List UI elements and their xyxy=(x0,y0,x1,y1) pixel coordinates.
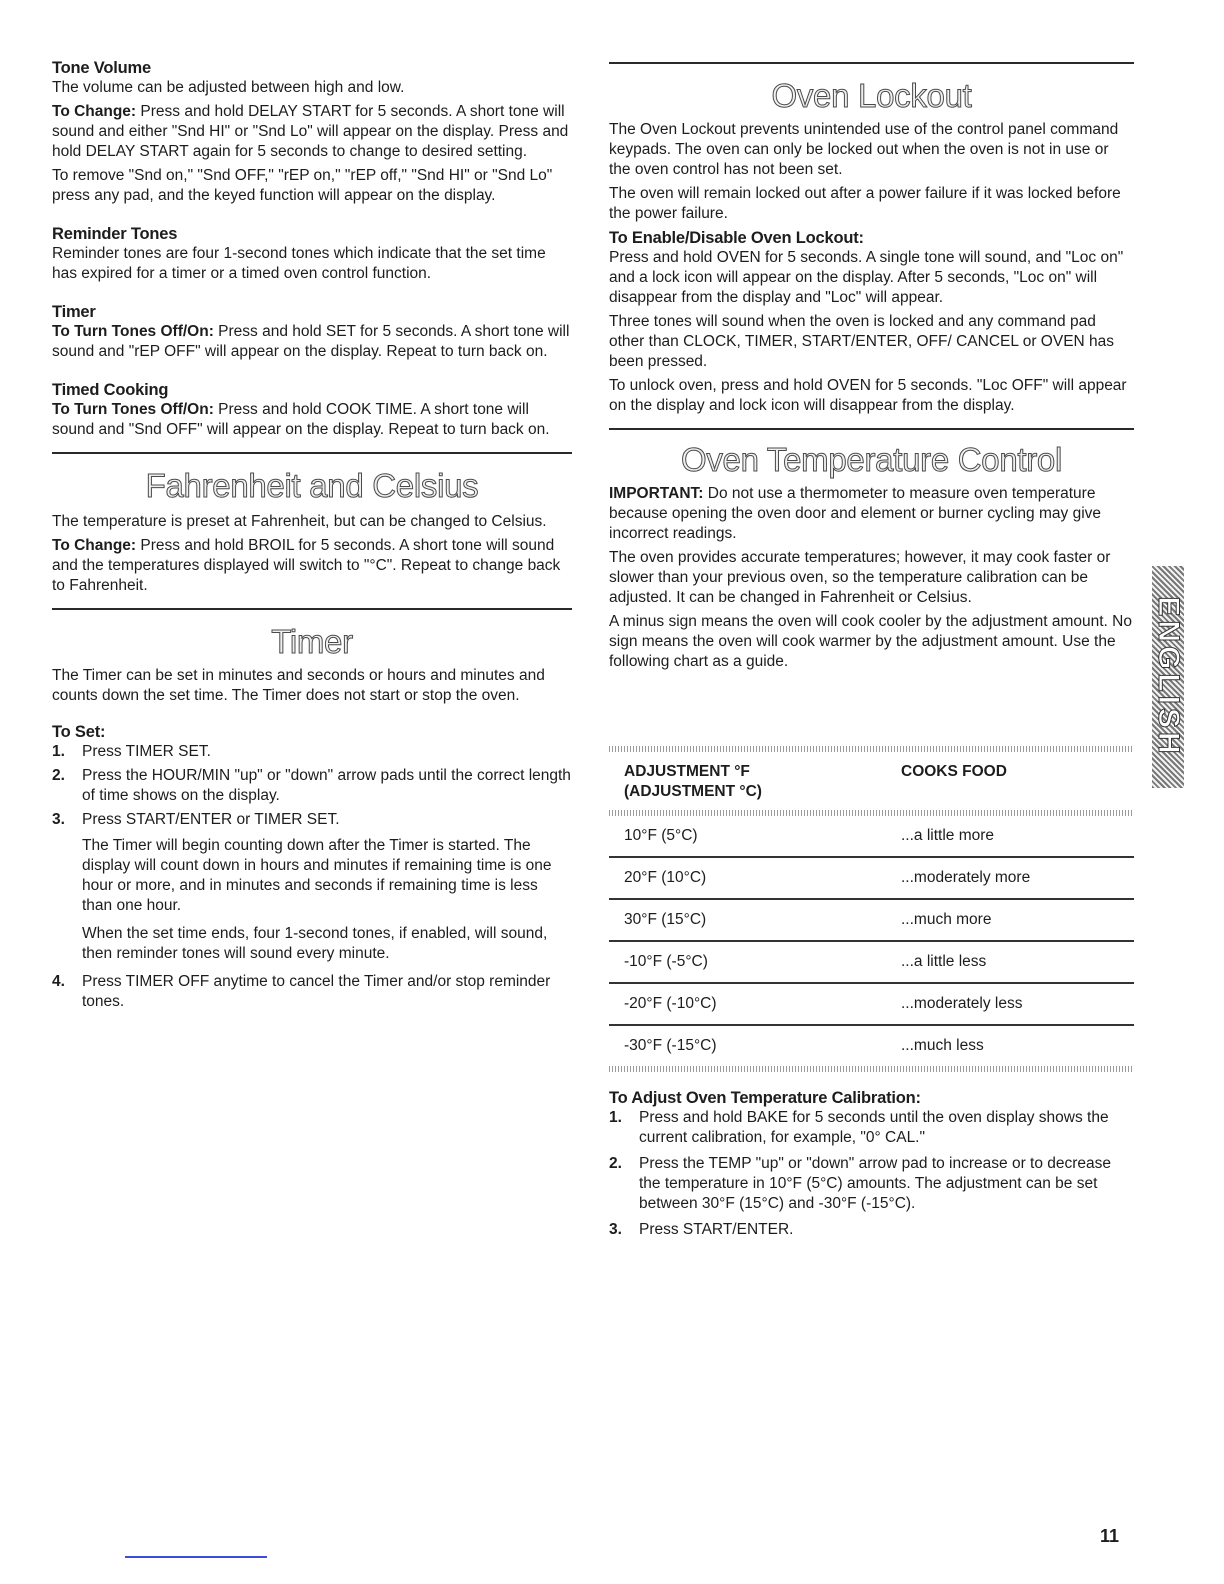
step-text: Press the TEMP "up" or "down" arrow pad to increase or to decrease the temperature in 10°F (5°C) amounts. The adjustment can be set between 30°F (15°C) and -30°F (-15°C). xyxy=(639,1155,1112,1212)
header-cooks-food: COOKS FOOD xyxy=(901,763,1007,780)
cell-cooks-food: ...moderately more xyxy=(901,869,1031,886)
timed-cooking-heading: Timed Cooking xyxy=(52,381,169,399)
tone-volume-change-label: To Change: xyxy=(52,103,137,120)
temp-p2: A minus sign means the oven will cook cooler by the adjustment amount. No sign means the oven will cook warmer by the adjustment amount. Use the following chart as a guide. xyxy=(609,613,1132,670)
timer-tones-body: Press and hold SET for 5 seconds. A short tone will sound and "rEP OFF" will appear on the display. Repeat to turn back on. xyxy=(52,323,570,360)
timer-intro: The Timer can be set in minutes and seconds or hours and minutes and counts down the set time. The Timer does not start or stop the oven. xyxy=(52,667,545,704)
lockout-p1: The Oven Lockout prevents unintended use of the control panel command keypads. The oven can only be locked out when the oven is not in use or the oven control has not been set. xyxy=(609,121,1119,178)
cell-cooks-food: ...much less xyxy=(901,1037,984,1054)
step-text: Press START/ENTER. xyxy=(639,1221,794,1238)
section-divider xyxy=(52,608,572,610)
header-adjustment xyxy=(624,762,762,802)
tone-volume-remove: To remove "Snd on," "Snd OFF," "rEP on," "rEP off," "Snd HI" or "Snd Lo" press any pad, and the keyed function will appear on the display. xyxy=(52,167,553,204)
step-number: 1. xyxy=(52,743,65,760)
list-item xyxy=(609,1154,1134,1214)
table-row xyxy=(609,942,1134,984)
table-row xyxy=(609,984,1134,1026)
list-item xyxy=(52,810,572,830)
step-text: Press TIMER SET. xyxy=(82,743,211,760)
cell-cooks-food: ...much more xyxy=(901,911,992,928)
calibration-steps xyxy=(609,1108,1134,1240)
lockout-p3: Press and hold OVEN for 5 seconds. A single tone will sound, and "Loc on" and a lock icon will appear on the display. After 5 seconds, "Loc on" will disappear from the display and "Loc" will appear. xyxy=(609,249,1124,306)
cell-cooks-food: ...a little less xyxy=(901,953,987,970)
cell-cooks-food: ...moderately less xyxy=(901,995,1023,1012)
timer-set-heading: To Set: xyxy=(52,723,106,741)
fahrenheit-intro: The temperature is preset at Fahrenheit, but can be changed to Celsius. xyxy=(52,513,547,530)
temp-p1: The oven provides accurate temperatures; however, it may cook faster or slower than your previous oven, so the temperature calibration can be adjusted. It can be changed in Fahrenheit or Celsius. xyxy=(609,549,1111,606)
list-item xyxy=(609,1108,1134,1148)
list-item xyxy=(52,766,572,806)
step-number: 1. xyxy=(609,1109,622,1126)
table-row xyxy=(609,816,1134,858)
lockout-p2: The oven will remain locked out after a power failure if it was locked before the power failure. xyxy=(609,185,1121,222)
fahrenheit-change-label: To Change: xyxy=(52,537,137,554)
reminder-tones-text: Reminder tones are four 1-second tones which indicate that the set time has expired for a timer or a timed oven control function. xyxy=(52,245,546,282)
step-text: Press the HOUR/MIN "up" or "down" arrow pads until the correct length of time shows on the display. xyxy=(82,767,571,804)
step-text: Press and hold BAKE for 5 seconds until the oven display shows the current calibration, for example, "0° CAL." xyxy=(639,1109,1109,1146)
page-number: 11 xyxy=(1100,1526,1120,1546)
reminder-tones-heading: Reminder Tones xyxy=(52,225,178,243)
temp-important-text: Do not use a thermometer to measure oven temperature because opening the oven door and element or burner cycling may give incorrect readings. xyxy=(609,485,1102,542)
cell-adjustment: 20°F (10°C) xyxy=(624,869,707,886)
timer-tones-text xyxy=(52,322,572,362)
adjustment-table xyxy=(609,746,1134,1240)
header-adjustment-f: ADJUSTMENT °F xyxy=(624,763,750,780)
timer-note-end: When the set time ends, four 1-second tones, if enabled, will sound, then reminder tones will sound every minute. xyxy=(82,925,548,962)
timer-steps xyxy=(52,742,572,830)
tone-volume-change xyxy=(52,102,572,162)
step-number: 3. xyxy=(52,811,65,828)
fahrenheit-change xyxy=(52,536,572,596)
cell-adjustment: 30°F (15°C) xyxy=(624,911,707,928)
table-row xyxy=(609,1026,1134,1066)
cell-adjustment: 10°F (5°C) xyxy=(624,827,698,844)
right-column xyxy=(609,0,1134,672)
section-divider xyxy=(52,452,572,454)
list-item xyxy=(609,1220,1134,1240)
temp-important xyxy=(609,484,1134,544)
timer-steps-cont xyxy=(52,972,572,1012)
table-header xyxy=(609,752,1134,798)
step-number: 3. xyxy=(609,1221,622,1238)
step-number: 2. xyxy=(609,1155,622,1172)
temp-important-label: IMPORTANT: xyxy=(609,485,704,502)
timer-tones-heading: Timer xyxy=(52,303,96,321)
cell-adjustment: -10°F (-5°C) xyxy=(624,953,708,970)
fahrenheit-change-text: Press and hold BROIL for 5 seconds. A short tone will sound and the temperatures displayed will switch to "°C". Repeat to change back to Fahrenheit. xyxy=(52,537,561,594)
table-body xyxy=(609,816,1134,1066)
table-row xyxy=(609,900,1134,942)
step-number: 2. xyxy=(52,767,65,784)
tone-volume-heading: Tone Volume xyxy=(52,59,151,77)
oven-temp-control-title: Oven Temperature Control xyxy=(680,441,1063,478)
tone-volume-intro: The volume can be adjusted between high and low. xyxy=(52,79,405,96)
header-adjustment-c: (ADJUSTMENT °C) xyxy=(624,783,762,800)
language-tab xyxy=(1152,566,1184,788)
footer-line xyxy=(125,1556,267,1558)
section-divider xyxy=(609,428,1134,430)
cell-cooks-food: ...a little more xyxy=(901,827,995,844)
oven-lockout-title: Oven Lockout xyxy=(771,77,972,114)
lockout-p5: To unlock oven, press and hold OVEN for 5 seconds. "Loc OFF" will appear on the display and lock icon will disappear from the display. xyxy=(609,377,1127,414)
step-text: Press START/ENTER or TIMER SET. xyxy=(82,811,340,828)
step-number: 4. xyxy=(52,973,65,990)
timed-cooking-label: To Turn Tones Off/On: xyxy=(52,401,214,418)
table-bottom-border xyxy=(609,1066,1134,1072)
lockout-enable-heading: To Enable/Disable Oven Lockout: xyxy=(609,229,864,247)
timer-tones-label: To Turn Tones Off/On: xyxy=(52,323,214,340)
left-column xyxy=(52,0,572,1012)
language-tab-label: ENGLISH xyxy=(1152,596,1185,758)
tone-volume-change-text: Press and hold DELAY START for 5 seconds. A short tone will sound and either "Snd HI" or "Snd Lo" will appear on the display. Press and hold DELAY START again for 5 seconds to change to desired setting. xyxy=(52,103,569,160)
timed-cooking-body: Press and hold COOK TIME. A short tone will sound and "Snd OFF" will appear on the display. Repeat to turn back on. xyxy=(52,401,550,438)
fahrenheit-celsius-title: Fahrenheit and Celsius xyxy=(145,467,479,504)
timed-cooking-text xyxy=(52,400,572,440)
section-divider xyxy=(609,62,1134,64)
timer-note-countdown: The Timer will begin counting down after the Timer is started. The display will count down in hours and minutes if remaining time is one hour or more, and in minutes and seconds if remaining time is less than one hour. xyxy=(82,837,552,914)
list-item xyxy=(52,972,572,1012)
list-item xyxy=(52,742,572,762)
table-row xyxy=(609,858,1134,900)
calibration-heading: To Adjust Oven Temperature Calibration: xyxy=(609,1089,921,1107)
cell-adjustment: -30°F (-15°C) xyxy=(624,1037,717,1054)
step-text: Press TIMER OFF anytime to cancel the Timer and/or stop reminder tones. xyxy=(82,973,551,1010)
lockout-p4: Three tones will sound when the oven is locked and any command pad other than CLOCK, TIMER, START/ENTER, OFF/ CANCEL or OVEN has been pressed. xyxy=(609,313,1115,370)
timer-title: Timer xyxy=(271,623,353,660)
cell-adjustment: -20°F (-10°C) xyxy=(624,995,717,1012)
